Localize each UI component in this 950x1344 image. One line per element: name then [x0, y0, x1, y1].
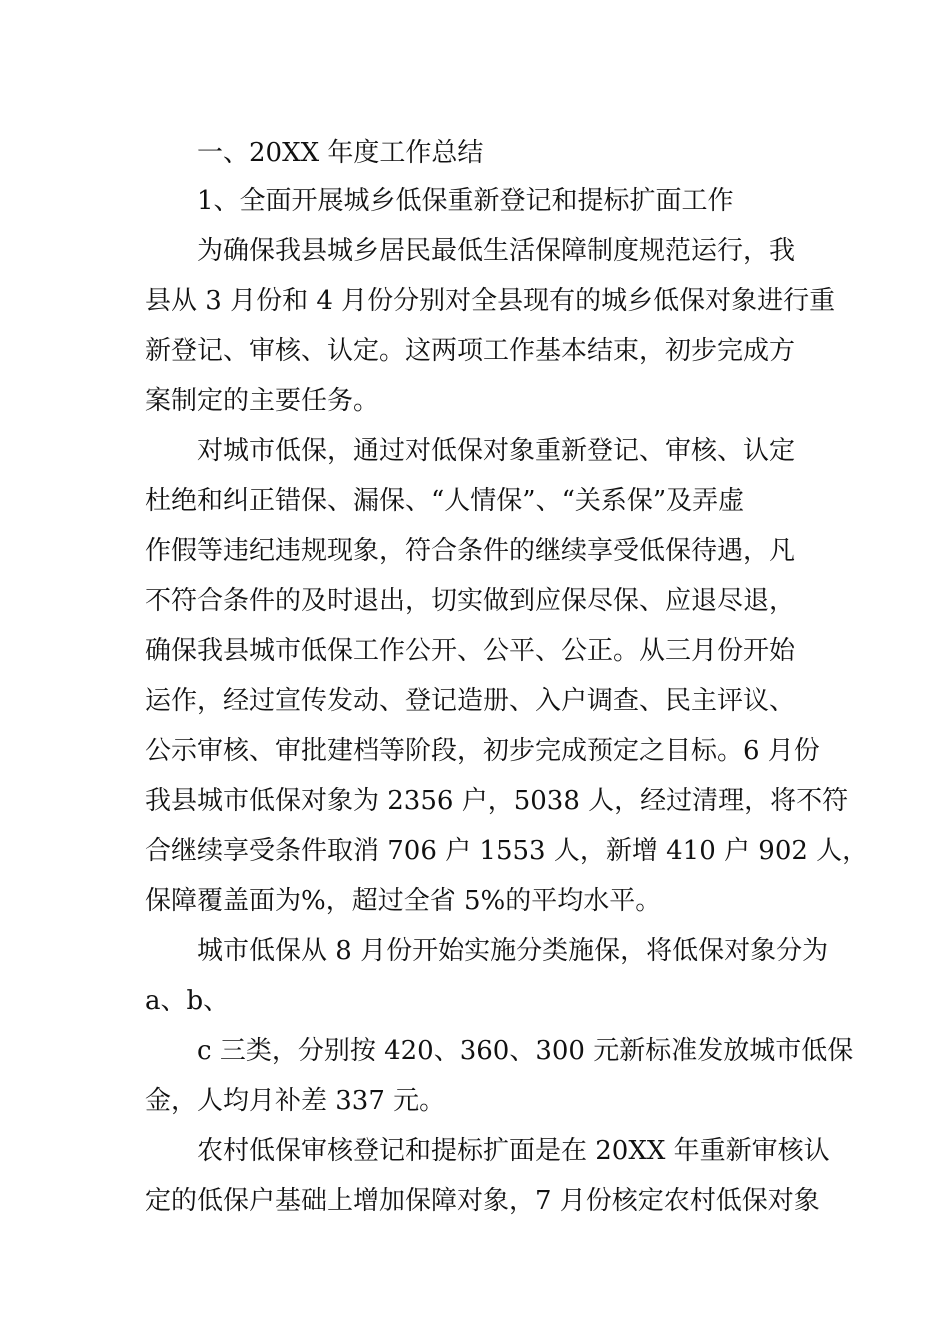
subsection-heading: 1、全面开展城乡低保重新登记和提标扩面工作	[197, 186, 734, 216]
paragraph-line: 城市低保从 8 月份开始实施分类施保，将低保对象分为	[197, 936, 829, 966]
paragraph-line: 合继续享受条件取消 706 户 1553 人，新增 410 户 902 人，	[145, 836, 869, 866]
paragraph-line: 对城市低保，通过对低保对象重新登记、审核、认定	[197, 436, 796, 466]
paragraph-line: c 三类，分别按 420、360、300 元新标准发放城市低保	[197, 1036, 854, 1066]
paragraph-line: 不符合条件的及时退出，切实做到应保尽保、应退尽退，	[145, 586, 796, 616]
paragraph-line: 运作，经过宣传发动、登记造册、入户调查、民主评议、	[145, 686, 796, 716]
paragraph-line: 作假等违纪违规现象，符合条件的继续享受低保待遇，凡	[145, 536, 796, 566]
paragraph-line: 农村低保审核登记和提标扩面是在 20XX 年重新审核认	[197, 1136, 830, 1166]
paragraph-line: 县从 3 月份和 4 月份分别对全县现有的城乡低保对象进行重	[145, 286, 836, 316]
paragraph-line: 金，人均月补差 337 元。	[145, 1086, 446, 1116]
paragraph-line: 杜绝和纠正错保、漏保、“人情保”、“关系保”及弄虚	[145, 486, 745, 516]
paragraph-line: 确保我县城市低保工作公开、公平、公正。从三月份开始	[145, 636, 796, 666]
paragraph-line: 定的低保户基础上增加保障对象，7 月份核定农村低保对象	[145, 1186, 820, 1216]
section-heading: 一、20XX 年度工作总结	[197, 138, 484, 168]
paragraph-line: 我县城市低保对象为 2356 户，5038 人，经过清理，将不符	[145, 786, 849, 816]
paragraph-line: 保障覆盖面为%，超过全省 5%的平均水平。	[145, 886, 662, 916]
paragraph-line: 案制定的主要任务。	[145, 386, 380, 416]
paragraph-line: 为确保我县城乡居民最低生活保障制度规范运行，我	[197, 236, 796, 266]
paragraph-line: 公示审核、审批建档等阶段，初步完成预定之目标。6 月份	[145, 736, 820, 766]
paragraph-line: a、b、	[145, 986, 230, 1016]
paragraph-line: 新登记、审核、认定。这两项工作基本结束，初步完成方	[145, 336, 796, 366]
